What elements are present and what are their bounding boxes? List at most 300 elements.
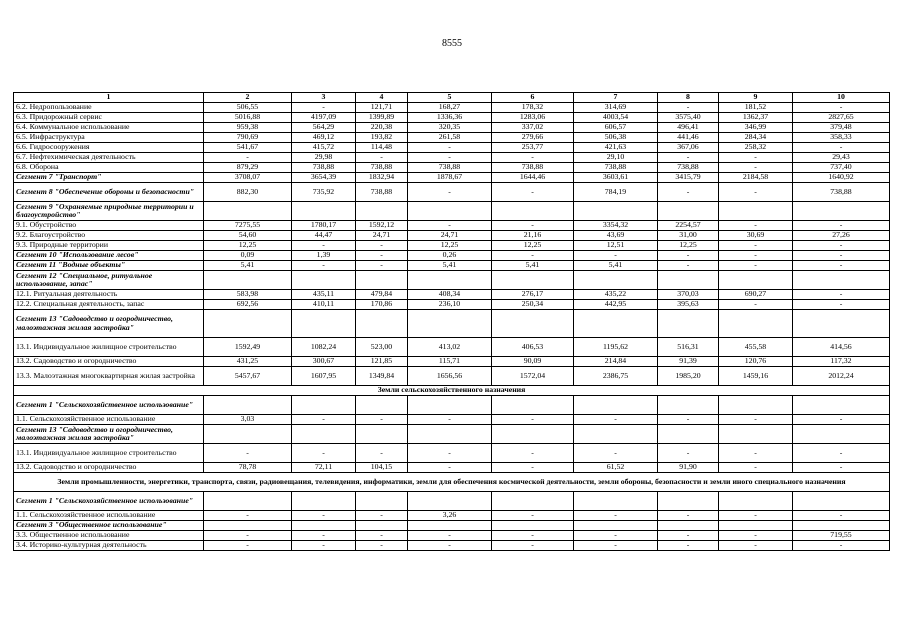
table-row [14, 231, 890, 241]
value-cell: 469,12 [292, 133, 356, 143]
table-row [14, 511, 890, 521]
value-cell [408, 425, 492, 444]
value-cell [356, 202, 408, 221]
row-label: Сегмент 10 "Использование лесов" [14, 251, 204, 261]
value-cell: - [719, 511, 793, 521]
value-cell [492, 310, 574, 338]
value-cell: - [793, 143, 890, 153]
value-cell: - [719, 153, 793, 163]
value-cell: - [719, 163, 793, 173]
value-cell: 121,71 [356, 103, 408, 113]
row-label: Сегмент 1 "Сельскохозяйственное использование" [14, 492, 204, 511]
value-cell [574, 202, 658, 221]
value-cell: 178,32 [492, 103, 574, 113]
value-cell: 506,55 [204, 103, 292, 113]
value-cell: 168,27 [408, 103, 492, 113]
value-cell: 12,25 [204, 241, 292, 251]
value-cell: - [574, 444, 658, 463]
value-cell: 115,71 [408, 357, 492, 367]
value-cell: 431,25 [204, 357, 292, 367]
value-cell: - [408, 444, 492, 463]
value-cell [204, 492, 292, 511]
value-cell: - [658, 444, 719, 463]
row-label: 13.2. Садоводство и огородничество [14, 357, 204, 367]
value-cell: 455,58 [719, 338, 793, 357]
value-cell: - [719, 183, 793, 202]
value-cell: - [793, 290, 890, 300]
row-label: 9.2. Благоустройство [14, 231, 204, 241]
table-row [14, 153, 890, 163]
row-label: 6.5. Инфраструктура [14, 133, 204, 143]
value-cell [719, 492, 793, 511]
value-cell: - [356, 261, 408, 271]
value-cell: - [719, 463, 793, 473]
value-cell: 12,25 [408, 241, 492, 251]
row-label: 13.3. Малоэтажная многоквартирная жилая застройка [14, 367, 204, 386]
value-cell: 29,98 [292, 153, 356, 163]
value-cell: 441,46 [658, 133, 719, 143]
value-cell: - [492, 531, 574, 541]
segment-row [14, 425, 890, 444]
value-cell: 370,03 [658, 290, 719, 300]
value-cell [408, 310, 492, 338]
segment-row [14, 492, 890, 511]
value-cell: 1832,94 [356, 173, 408, 183]
value-cell: - [719, 415, 793, 425]
value-cell: 181,52 [719, 103, 793, 113]
value-cell: 2254,57 [658, 221, 719, 231]
value-cell: 516,31 [658, 338, 719, 357]
table-row [14, 367, 890, 386]
value-cell: 1878,67 [408, 173, 492, 183]
value-cell: - [292, 531, 356, 541]
table-row [14, 163, 890, 173]
value-cell: 496,41 [658, 123, 719, 133]
value-cell: - [356, 511, 408, 521]
value-cell: - [492, 511, 574, 521]
value-cell [492, 396, 574, 415]
value-cell: - [793, 300, 890, 310]
value-cell: 606,57 [574, 123, 658, 133]
column-header: 8 [658, 93, 719, 103]
row-label: Сегмент 7 "Транспорт" [14, 173, 204, 183]
segment-row [14, 202, 890, 221]
value-cell: 12,51 [574, 241, 658, 251]
value-cell: 3603,61 [574, 173, 658, 183]
segment-row [14, 521, 890, 531]
value-cell: 346,99 [719, 123, 793, 133]
value-cell [719, 310, 793, 338]
value-cell: - [356, 541, 408, 551]
value-cell: - [719, 251, 793, 261]
value-cell [292, 396, 356, 415]
value-cell: - [492, 221, 574, 231]
table-row [14, 415, 890, 425]
value-cell: 690,27 [719, 290, 793, 300]
value-cell: - [793, 415, 890, 425]
value-cell: 1362,37 [719, 113, 793, 123]
value-cell: 738,88 [408, 163, 492, 173]
value-cell: 236,10 [408, 300, 492, 310]
row-label: 9.1. Обустройство [14, 221, 204, 231]
value-cell: 29,43 [793, 153, 890, 163]
value-cell: 1592,49 [204, 338, 292, 357]
value-cell [492, 492, 574, 511]
value-cell [492, 521, 574, 531]
value-cell: 54,60 [204, 231, 292, 241]
value-cell: - [719, 300, 793, 310]
value-cell: 2827,65 [793, 113, 890, 123]
row-label: 6.8. Оборона [14, 163, 204, 173]
column-header: 5 [408, 93, 492, 103]
row-label: Сегмент 1 "Сельскохозяйственное использование" [14, 396, 204, 415]
value-cell: 114,48 [356, 143, 408, 153]
value-cell: 29,10 [574, 153, 658, 163]
table-row [14, 123, 890, 133]
value-cell: 91,39 [658, 357, 719, 367]
value-cell: 2386,75 [574, 367, 658, 386]
value-cell: - [292, 261, 356, 271]
value-cell: - [658, 183, 719, 202]
value-cell: 435,11 [292, 290, 356, 300]
value-cell: - [658, 153, 719, 163]
value-cell: - [793, 511, 890, 521]
value-cell: 24,71 [408, 231, 492, 241]
value-cell: - [658, 103, 719, 113]
value-cell: - [356, 415, 408, 425]
value-cell: - [492, 183, 574, 202]
value-cell [793, 271, 890, 290]
value-cell: - [719, 221, 793, 231]
value-cell: 2184,58 [719, 173, 793, 183]
value-cell: 61,52 [574, 463, 658, 473]
value-cell [204, 425, 292, 444]
value-cell: 3,03 [204, 415, 292, 425]
value-cell: - [574, 415, 658, 425]
value-cell: 5,41 [408, 261, 492, 271]
value-cell [492, 202, 574, 221]
value-cell: 395,63 [658, 300, 719, 310]
value-cell [408, 521, 492, 531]
column-header: 1 [14, 93, 204, 103]
value-cell: - [793, 444, 890, 463]
value-cell: 0,09 [204, 251, 292, 261]
table-row [14, 113, 890, 123]
value-cell: - [719, 241, 793, 251]
table-row [14, 338, 890, 357]
value-cell: 413,02 [408, 338, 492, 357]
value-cell: 738,88 [356, 183, 408, 202]
value-cell: 406,53 [492, 338, 574, 357]
value-cell: 738,88 [658, 163, 719, 173]
value-cell: 3,26 [408, 511, 492, 521]
row-label: 3.4. Историко-культурная деятельность [14, 541, 204, 551]
value-cell: 193,82 [356, 133, 408, 143]
value-cell [719, 202, 793, 221]
value-cell [658, 396, 719, 415]
value-cell: 276,17 [492, 290, 574, 300]
value-cell: 1780,17 [292, 221, 356, 231]
table-row [14, 133, 890, 143]
value-cell: 408,34 [408, 290, 492, 300]
table-row [14, 241, 890, 251]
value-cell: - [292, 541, 356, 551]
value-cell: 104,15 [356, 463, 408, 473]
value-cell: 300,67 [292, 357, 356, 367]
value-cell: - [793, 541, 890, 551]
value-cell: 12,25 [492, 241, 574, 251]
table-row [14, 357, 890, 367]
row-label: 6.4. Коммунальное использование [14, 123, 204, 133]
value-cell: 735,92 [292, 183, 356, 202]
section-header-row [14, 473, 890, 492]
value-cell: - [292, 444, 356, 463]
value-cell: 3354,32 [574, 221, 658, 231]
value-cell [292, 521, 356, 531]
value-cell: 253,77 [492, 143, 574, 153]
value-cell: - [658, 415, 719, 425]
value-cell [356, 396, 408, 415]
segment-row [14, 261, 890, 271]
row-label: 13.2. Садоводство и огородничество [14, 463, 204, 473]
value-cell: - [292, 511, 356, 521]
value-cell: 44,47 [292, 231, 356, 241]
value-cell: 564,29 [292, 123, 356, 133]
value-cell: - [408, 463, 492, 473]
value-cell: 358,33 [793, 133, 890, 143]
row-label: Сегмент 8 "Обеспечение обороны и безопасности" [14, 183, 204, 202]
value-cell: - [492, 415, 574, 425]
value-cell: - [204, 153, 292, 163]
value-cell [204, 521, 292, 531]
value-cell: 421,63 [574, 143, 658, 153]
value-cell: 738,88 [793, 183, 890, 202]
value-cell: - [793, 221, 890, 231]
row-label: 6.6. Гидросооружения [14, 143, 204, 153]
value-cell: - [204, 531, 292, 541]
value-cell [356, 492, 408, 511]
value-cell [658, 492, 719, 511]
value-cell [574, 271, 658, 290]
value-cell: 314,69 [574, 103, 658, 113]
value-cell: - [658, 511, 719, 521]
table-body [14, 103, 890, 551]
value-cell: 692,56 [204, 300, 292, 310]
value-cell [408, 396, 492, 415]
value-cell: - [793, 241, 890, 251]
value-cell [793, 202, 890, 221]
value-cell: 5,41 [204, 261, 292, 271]
segment-row [14, 310, 890, 338]
value-cell: 91,90 [658, 463, 719, 473]
value-cell: - [793, 463, 890, 473]
value-cell [292, 425, 356, 444]
value-cell: 410,11 [292, 300, 356, 310]
value-cell: - [658, 251, 719, 261]
value-cell: - [793, 103, 890, 113]
value-cell: - [204, 444, 292, 463]
value-cell: - [492, 251, 574, 261]
value-cell: 479,84 [356, 290, 408, 300]
column-header: 6 [492, 93, 574, 103]
value-cell [356, 271, 408, 290]
value-cell: - [408, 415, 492, 425]
value-cell [793, 310, 890, 338]
value-cell: 1592,12 [356, 221, 408, 231]
value-cell [719, 271, 793, 290]
value-cell: - [408, 221, 492, 231]
value-cell: 284,34 [719, 133, 793, 143]
value-cell: 5457,67 [204, 367, 292, 386]
value-cell: 72,11 [292, 463, 356, 473]
value-cell [204, 310, 292, 338]
value-cell [793, 396, 890, 415]
value-cell [292, 202, 356, 221]
table-row [14, 143, 890, 153]
value-cell: 117,32 [793, 357, 890, 367]
value-cell: - [356, 241, 408, 251]
value-cell [574, 492, 658, 511]
value-cell [658, 310, 719, 338]
value-cell: 5,41 [574, 261, 658, 271]
value-cell [574, 396, 658, 415]
value-cell: 12,25 [658, 241, 719, 251]
table-row [14, 541, 890, 551]
value-cell: 90,09 [492, 357, 574, 367]
value-cell: 737,40 [793, 163, 890, 173]
value-cell: 170,86 [356, 300, 408, 310]
value-cell: 541,67 [204, 143, 292, 153]
value-cell: - [292, 103, 356, 113]
value-cell [292, 310, 356, 338]
value-cell: 435,22 [574, 290, 658, 300]
row-label: 1.1. Сельскохозяйственное использование [14, 511, 204, 521]
value-cell [574, 310, 658, 338]
row-label: 13.1. Индивидуальное жилищное строительство [14, 444, 204, 463]
value-cell: 3575,40 [658, 113, 719, 123]
value-cell: 337,02 [492, 123, 574, 133]
value-cell: - [356, 251, 408, 261]
value-cell [793, 492, 890, 511]
value-cell: - [574, 511, 658, 521]
value-cell: 121,85 [356, 357, 408, 367]
value-cell: - [793, 261, 890, 271]
row-label: 1.1. Сельскохозяйственное использование [14, 415, 204, 425]
value-cell: - [658, 541, 719, 551]
value-cell: 4003,54 [574, 113, 658, 123]
page-number: 8555 [442, 38, 462, 49]
column-header: 2 [204, 93, 292, 103]
value-cell: - [408, 531, 492, 541]
value-cell: 415,72 [292, 143, 356, 153]
value-cell [658, 271, 719, 290]
value-cell: 279,66 [492, 133, 574, 143]
value-cell: 879,29 [204, 163, 292, 173]
value-cell: - [658, 261, 719, 271]
row-label: Сегмент 9 "Охраняемые природные территории и благоустройство" [14, 202, 204, 221]
value-cell [292, 271, 356, 290]
value-cell: 1985,20 [658, 367, 719, 386]
value-cell: - [408, 183, 492, 202]
value-cell: 719,55 [793, 531, 890, 541]
value-cell: - [492, 444, 574, 463]
value-cell [793, 521, 890, 531]
value-cell: 214,84 [574, 357, 658, 367]
value-cell: 367,06 [658, 143, 719, 153]
value-cell: 5016,88 [204, 113, 292, 123]
value-cell: 1349,84 [356, 367, 408, 386]
value-cell: 3654,39 [292, 173, 356, 183]
row-label: 6.3. Придорожный сервис [14, 113, 204, 123]
value-cell: 1399,89 [356, 113, 408, 123]
value-cell: - [204, 511, 292, 521]
value-cell [492, 271, 574, 290]
value-cell: 3415,79 [658, 173, 719, 183]
row-label: 9.3. Природные территории [14, 241, 204, 251]
value-cell: - [292, 415, 356, 425]
value-cell [204, 271, 292, 290]
table-row [14, 463, 890, 473]
value-cell: 7275,55 [204, 221, 292, 231]
value-cell: 379,48 [793, 123, 890, 133]
value-cell [574, 521, 658, 531]
value-cell [658, 202, 719, 221]
value-cell: - [492, 153, 574, 163]
value-cell: - [408, 153, 492, 163]
value-cell: 442,95 [574, 300, 658, 310]
section-title: Земли сельскохозяйственного назначения [14, 386, 890, 396]
segment-row [14, 251, 890, 261]
value-cell: 738,88 [356, 163, 408, 173]
value-cell: 31,00 [658, 231, 719, 241]
value-cell: 1644,46 [492, 173, 574, 183]
value-cell [658, 521, 719, 531]
value-cell [658, 425, 719, 444]
value-cell [356, 521, 408, 531]
value-cell: 2012,24 [793, 367, 890, 386]
value-cell: 78,78 [204, 463, 292, 473]
value-cell [408, 202, 492, 221]
value-cell: 0,26 [408, 251, 492, 261]
row-label: Сегмент 3 "Общественное использование" [14, 521, 204, 531]
section-header-row [14, 386, 890, 396]
segment-row [14, 271, 890, 290]
value-cell [719, 521, 793, 531]
value-cell: 21,16 [492, 231, 574, 241]
row-label: 3.3. Общественное использование [14, 531, 204, 541]
value-cell [356, 425, 408, 444]
value-cell: - [492, 463, 574, 473]
value-cell: 320,35 [408, 123, 492, 133]
value-cell: 43,69 [574, 231, 658, 241]
value-cell: 583,98 [204, 290, 292, 300]
value-cell: 1,39 [292, 251, 356, 261]
value-cell: 4197,09 [292, 113, 356, 123]
row-label: 6.7. Нефтехимическая деятельность [14, 153, 204, 163]
value-cell: 959,38 [204, 123, 292, 133]
value-cell [719, 396, 793, 415]
value-cell: 506,38 [574, 133, 658, 143]
value-cell: 220,38 [356, 123, 408, 133]
segment-row [14, 173, 890, 183]
column-header: 7 [574, 93, 658, 103]
value-cell: 882,30 [204, 183, 292, 202]
value-cell: 250,34 [492, 300, 574, 310]
segment-row [14, 396, 890, 415]
value-cell: - [356, 153, 408, 163]
column-header: 10 [793, 93, 890, 103]
value-cell: 1336,36 [408, 113, 492, 123]
